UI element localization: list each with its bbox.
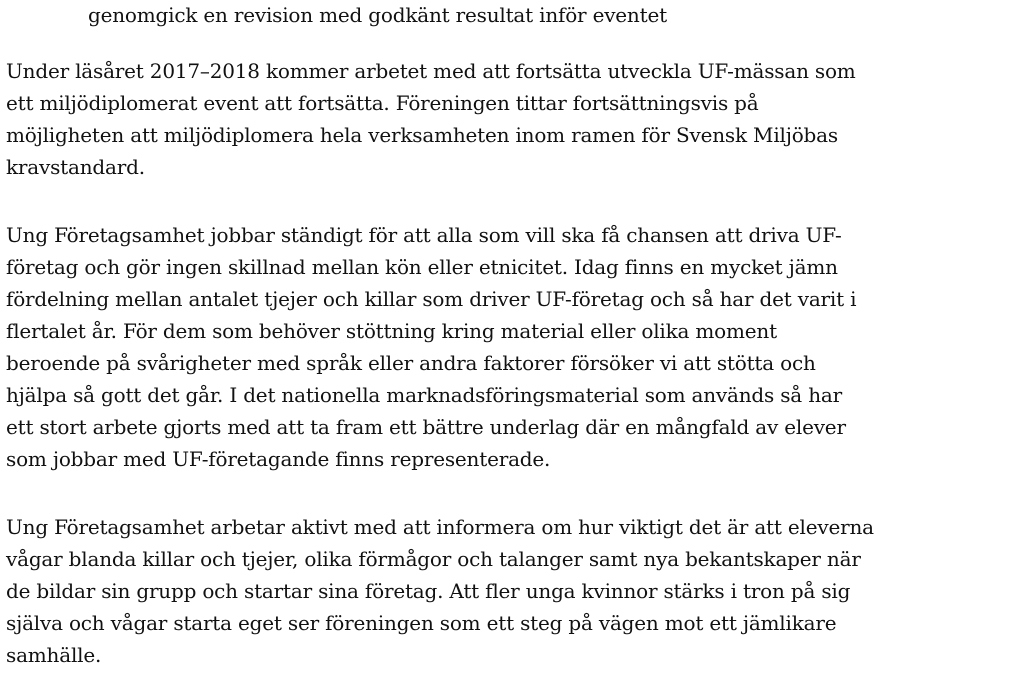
paragraph-line: samhälle. [6, 643, 102, 667]
paragraph-line: vågar blanda killar och tjejer, olika förmågor och talanger samt nya bekantskaper när [6, 547, 861, 571]
paragraph-line: hjälpa så gott det går. I det nationella marknadsföringsmaterial som används så har [6, 383, 842, 407]
paragraph-line: som jobbar med UF-företagande finns representerade. [6, 447, 551, 471]
paragraph-line: ett stort arbete gjorts med att ta fram ett bättre underlag där en mångfald av elever [6, 415, 846, 439]
paragraph-line: Ung Företagsamhet jobbar ständigt för att alla som vill ska få chansen att driva UF- [6, 223, 842, 247]
paragraph-line: beroende på svårigheter med språk eller andra faktorer försöker vi att stötta och [6, 351, 816, 375]
paragraph-line: fördelning mellan antalet tjejer och killar som driver UF-företag och så har det varit i [6, 287, 857, 311]
paragraph-line: Ung Företagsamhet arbetar aktivt med att informera om hur viktigt det är att eleverna [6, 515, 874, 539]
paragraph-line: kravstandard. [6, 155, 145, 179]
top-line: genomgick en revision med godkänt resultat inför eventet [88, 3, 667, 27]
paragraph-line: möjligheten att miljödiplomera hela verksamheten inom ramen för Svensk Miljöbas [6, 123, 838, 147]
paragraph-line: Under läsåret 2017–2018 kommer arbetet med att fortsätta utveckla UF-mässan som [6, 59, 856, 83]
paragraph-line: flertalet år. För dem som behöver stöttning kring material eller olika moment [6, 319, 777, 343]
paragraph-line: ett miljödiplomerat event att fortsätta. Föreningen tittar fortsättningsvis på [6, 91, 759, 115]
paragraph-line: själva och vågar starta eget ser föreningen som ett steg på vägen mot ett jämlikare [6, 611, 837, 635]
paragraph-line: de bildar sin grupp och startar sina företag. Att fler unga kvinnor stärks i tron på sig [6, 579, 851, 603]
paragraph-line: företag och gör ingen skillnad mellan kön eller etnicitet. Idag finns en mycket jämn [6, 255, 838, 279]
